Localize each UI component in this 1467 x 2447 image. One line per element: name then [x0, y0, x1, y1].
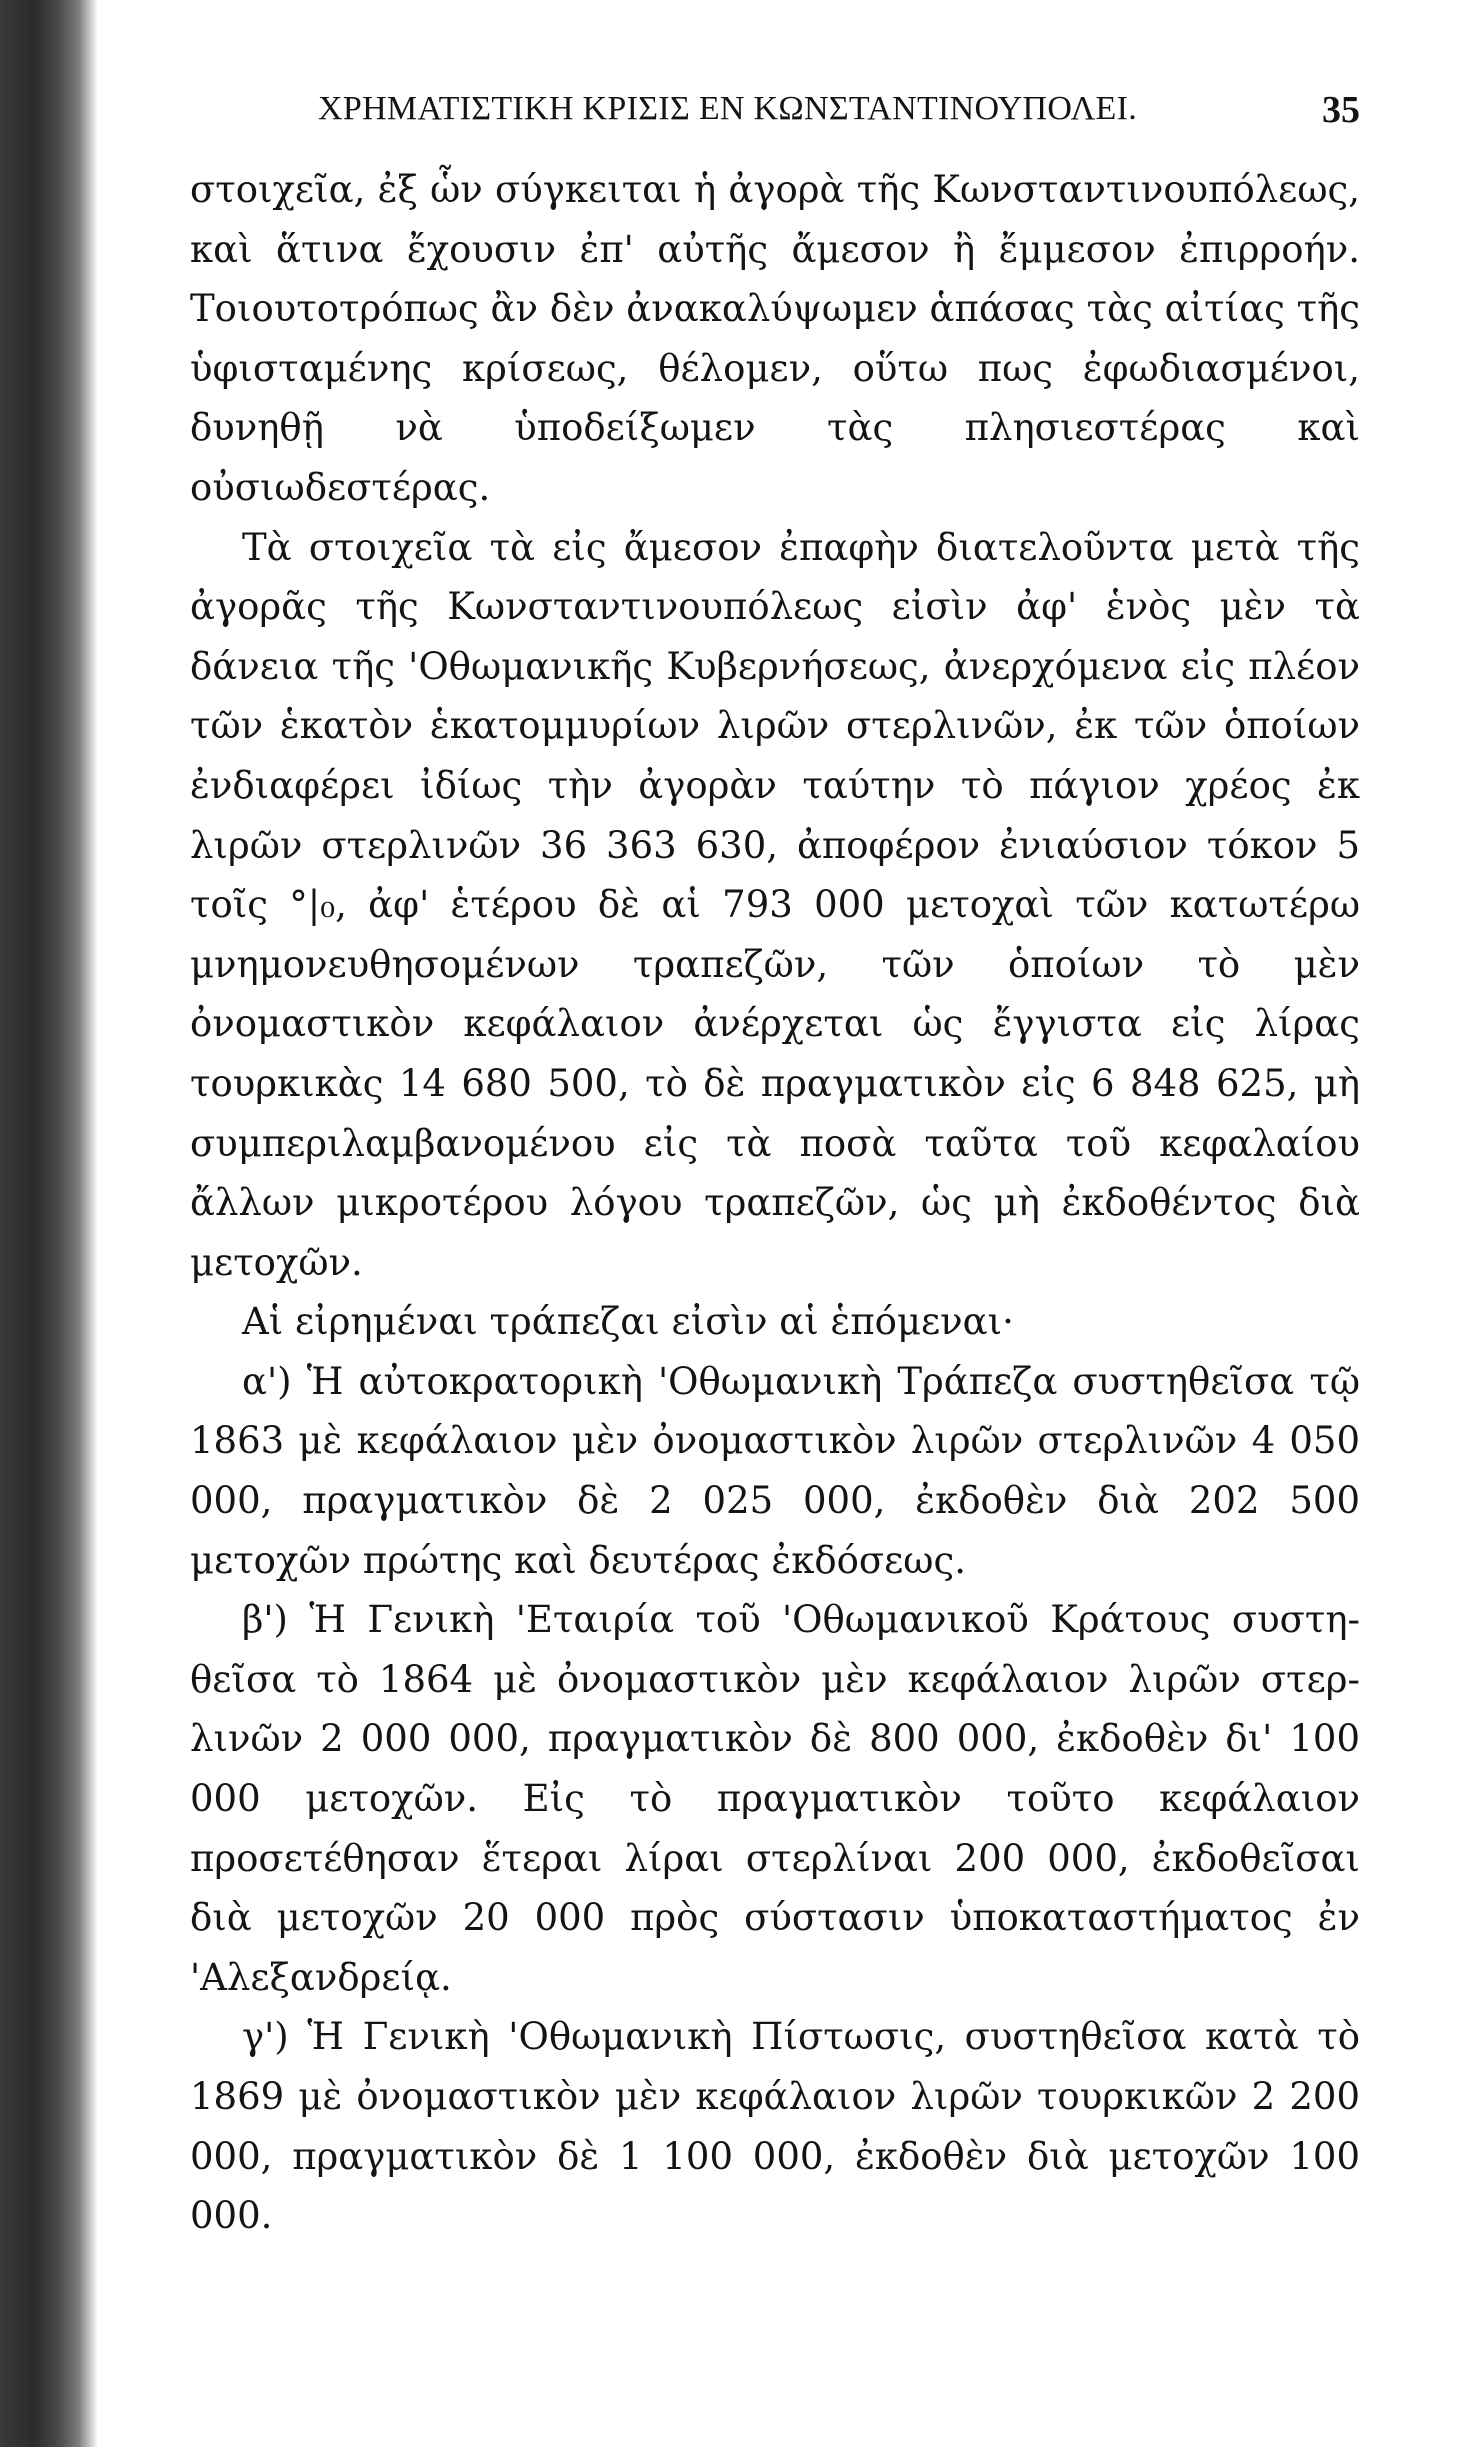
list-item-ottoman-bank: α') Ἡ αὐτοκρατορικὴ 'Οθωμανικὴ Τράπεζα συστηθεῖσα τῷ 1863 μὲ κεφάλαιον μὲν ὀνομαστικὸν λιρῶν στερλινῶν 4 050 000, πραγματικὸν δὲ 2 025 000, ἐκδοθὲν διὰ 202 500 μετοχῶν πρώτης καὶ δευτέρας ἐκδόσεως.: [190, 1359, 1360, 1582]
running-head: ΧΡΗΜΑΤΙΣΤΙΚΗ ΚΡΙΣΙΣ ΕΝ ΚΩΝΣΤΑΝΤΙΝΟΥΠΟΛΕΙ.: [318, 90, 1138, 127]
page-body: [190, 160, 1360, 2246]
list-item-general-credit: γ') Ἡ Γενικὴ 'Οθωμανικὴ Πίστωσις, συστηθεῖσα κατὰ τὸ 1869 μὲ ὀνομαστικὸν μὲν κεφάλαιον λιρῶν τουρκικῶν 2 200 000, πραγματικὸν δὲ 1 100 000, ἐκδοθὲν διὰ μετοχῶν 100 000.: [190, 2015, 1360, 2238]
book-page: [190, 80, 1360, 2246]
page-header: [190, 80, 1360, 160]
paragraph-banks-intro: Αἱ εἰρημέναι τράπεζαι εἰσὶν αἱ ἑπόμεναι·: [242, 1300, 1014, 1344]
page-number: 35: [1322, 89, 1360, 131]
book-spine-shadow: [0, 0, 98, 2447]
paragraph-continuation: στοιχεῖα, ἐξ ὧν σύγκειται ἡ ἀγορὰ τῆς Κωνσταντινουπόλεως, καὶ ἅτινα ἔχουσιν ἐπ' αὐτῆς ἄμεσον ἢ ἔμμεσον ἐπιρροήν. Τοιουτοτρόπως ἂν δὲν ἀνακαλύψωμεν ἁπάσας τὰς αἰτίας τῆς ὑφισταμένης κρίσεως, θέλομεν, οὕτω πως ἐφωδιασμένοι, δυνηθῇ νὰ ὑποδείξωμεν τὰς πλησιεστέρας καὶ οὐσιωδεστέρας.: [190, 168, 1360, 509]
paragraph-direct-elements: Τὰ στοιχεῖα τὰ εἰς ἄμεσον ἐπαφὴν διατελοῦντα μετὰ τῆς ἀγορᾶς τῆς Κωνσταντινουπόλεως εἰσὶν ἀφ' ἑνὸς μὲν τὰ δάνεια τῆς 'Οθωμανικῆς Κυβερνήσεως, ἀνερχόμενα εἰς πλέον τῶν ἑκατὸν ἑκατομμυρίων λιρῶν στερλινῶν, ἐκ τῶν ὁποίων ἐνδιαφέρει ἰδίως τὴν ἀγορὰν ταύτην τὸ πάγιον χρέος ἐκ λιρῶν στερλινῶν 36 363 630, ἀποφέρον ἐνιαύσιον τόκον 5 τοῖς °|₀, ἀφ' ἑτέρου δὲ αἱ 793 000 μετοχαὶ τῶν κατωτέρω μνημονευθησομένων τραπεζῶν, τῶν ὁποίων τὸ μὲν ὀνομαστικὸν κεφάλαιον ἀνέρχεται ὡς ἔγγιστα εἰς λίρας τουρκικὰς 14 680 500, τὸ δὲ πραγματικὸν εἰς 6 848 625, μὴ συμπεριλαμβανομένου εἰς τὰ ποσὰ ταῦτα τοῦ κεφαλαίου ἄλλων μικροτέρου λόγου τραπεζῶν, ὡς μὴ ἐκδοθέντος διὰ μετοχῶν.: [190, 525, 1360, 1284]
list-item-general-company: β') Ἡ Γενικὴ 'Εταιρία τοῦ 'Οθωμανικοῦ Κράτους συστηθεῖσα τὸ 1864 μὲ ὀνομαστικὸν μὲν κεφάλαιον λιρῶν στερλινῶν 2 000 000, πραγματικὸν δὲ 800 000, ἐκδοθὲν δι' 100 000 μετοχῶν. Εἰς τὸ πραγματικὸν τοῦτο κεφάλαιον προσετέθησαν ἕτεραι λίραι στερλίναι 200 000, ἐκδοθεῖσαι διὰ μετοχῶν 20 000 πρὸς σύστασιν ὑποκαταστήματος ἐν 'Αλεξανδρείᾳ.: [190, 1598, 1360, 1999]
